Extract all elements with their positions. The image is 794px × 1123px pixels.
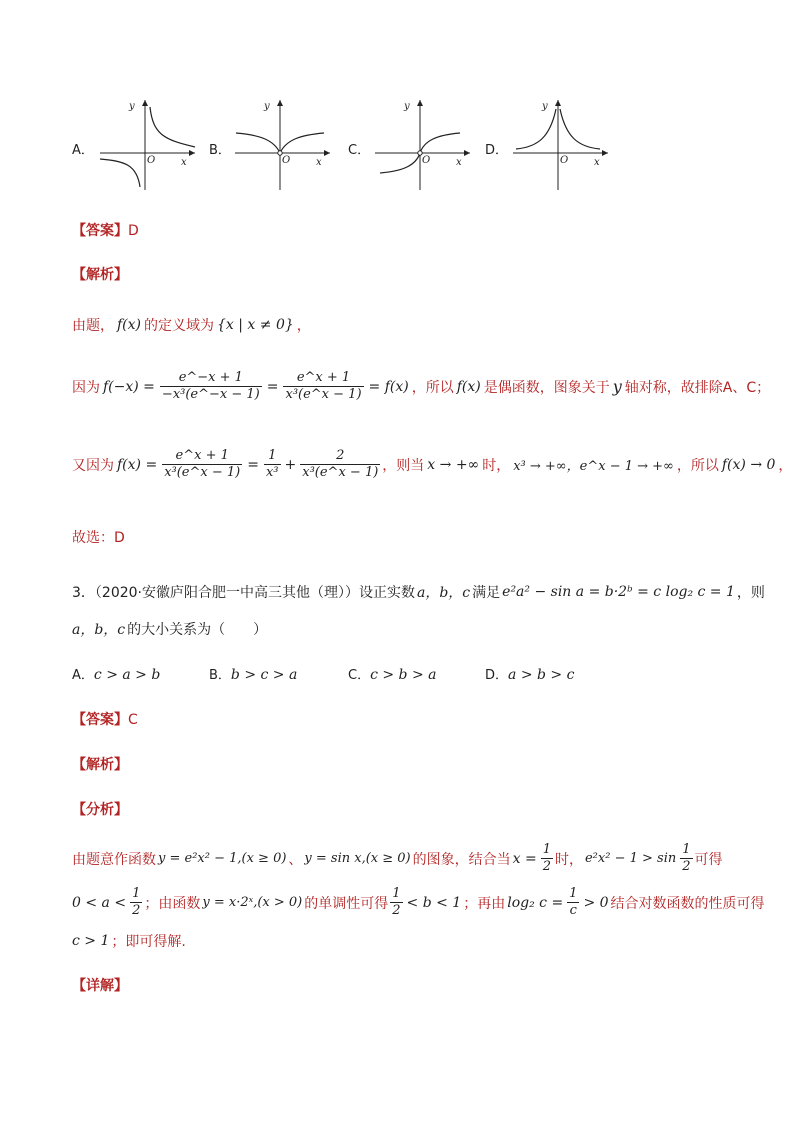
q2-l3-d: x → +∞ (427, 456, 480, 473)
q2-l3-e: 时， (482, 457, 511, 474)
graph-option-b-label: B． (209, 143, 231, 158)
q2-l1-c: 的定义域为 (144, 318, 215, 334)
q3-answer-line (72, 709, 138, 729)
q3-p2-i: 结合对数函数的性质可得 (610, 895, 765, 912)
q3-p2-frac2: $\frac{1}{2}$ (392, 886, 401, 918)
q2-l2-frac2: $\frac{e\^{}x + 1}{\text{x³(e\textasciicircum{}x − 1)}}$ (285, 370, 362, 402)
q3-p2-a: 0 < a < (72, 894, 127, 911)
q2-l1-d: {x | x ≠ 0} (217, 317, 294, 333)
q3-p1-d: y = sin x,(x ≥ 0) (304, 851, 411, 866)
graph-d-origin: O (560, 155, 569, 166)
q3-p1-b: y = e²x² − 1,(x ≥ 0) (158, 851, 287, 866)
q3-p2-h: > 0 (583, 894, 609, 911)
graph-c-x-label: x (456, 157, 462, 168)
q2-l2-g: y (612, 377, 622, 396)
q3-p2-g: log₂ c = (507, 894, 564, 911)
q3-stem-c: 满足 (472, 585, 501, 601)
graph-option-d-label: D． (485, 143, 509, 158)
q3-p1-e: 的图象，结合当 (412, 851, 511, 868)
q3-fenxi-tag: 【分析】 (72, 802, 128, 818)
q2-l3-f: x³ → +∞，e^x − 1 → +∞ (513, 459, 674, 474)
q3-p2-b: ；由函数 (144, 895, 201, 912)
q3-stem2-b: 的大小关系为（ ） (127, 622, 268, 638)
q3-analysis-tag: 【解析】 (72, 757, 128, 773)
graph-d (508, 95, 613, 195)
q3-stem-d: e²a² − sin a = b·2ᵇ = c log₂ c = 1 (502, 584, 735, 600)
graph-a (95, 95, 200, 195)
q3-stem2-a: a，b，c (72, 622, 126, 638)
q3-answer-tag: 【答案】 (72, 712, 128, 728)
q3-p3-b: ；即可得解. (111, 934, 186, 950)
q2-l2-frac1: $\frac{e\^{}-x + 1}{\text{−x³(e\textasciicircum{}−x − 1)}}$ (161, 370, 260, 402)
q2-choose: 故选：D (72, 530, 125, 546)
graph-b-x-label: x (316, 157, 322, 168)
q2-domain-line (72, 315, 311, 335)
q2-l3-c: ，则当 (382, 457, 425, 474)
graph-a-x-label: x (181, 157, 187, 168)
graph-b-y-label: y (264, 101, 270, 112)
q2-l3-plus: + (284, 456, 297, 473)
q2-l3-frac1: $\frac{e\^{}x + 1}{\text{x³(e\textasciicircum{}x − 1)}}$ (164, 448, 241, 480)
q2-l3-eq: = (247, 456, 259, 473)
q2-l2-a: 因为 (72, 379, 100, 396)
graph-b (230, 95, 335, 195)
q2-limit-line (72, 448, 792, 481)
q2-l2-h: 轴对称，故排除A、C； (624, 379, 771, 396)
q3-p2-f: ；再由 (463, 895, 506, 912)
graph-c-origin: O (422, 155, 431, 166)
q2-l3-frac3: $\frac{2}{\text{x³(e\textasciicircum{}x − 1)}}$ (302, 448, 379, 480)
q2-l1-b: f(x) (117, 317, 142, 333)
q2-answer-value: D (128, 223, 139, 239)
q2-l3-a: 又因为 (72, 457, 114, 474)
q2-l2-c: = f(x) (368, 378, 409, 395)
q3-stem-a: 3．（2020·安徽庐阳合肥一中高三其他（理））设正实数 (72, 585, 415, 601)
q3-p2-frac: $\frac{1}{2}$ (132, 886, 141, 918)
graph-c-y-label: y (404, 101, 410, 112)
q3-p1-i: 可得 (694, 851, 723, 868)
q3-p2-frac3: $\frac{1}{c}$ (569, 886, 578, 918)
q2-answer-tag: 【答案】 (72, 223, 128, 239)
graph-c (370, 95, 475, 195)
q3-analysis-line1 (72, 842, 723, 875)
q3-p1-c: 、 (288, 851, 303, 868)
graph-option-c-label: C． (348, 143, 371, 158)
q3-stem-b: a，b，c (417, 585, 471, 601)
q2-l3-g: ，所以 (676, 457, 719, 474)
q3-stem-e: ，则 (736, 585, 765, 601)
q2-even-line (72, 370, 770, 403)
graph-d-x-label: x (594, 157, 600, 168)
graph-d-y-label: y (542, 101, 548, 112)
q2-l1-a: 由题， (72, 318, 114, 334)
q2-l2-d: ，所以 (411, 379, 454, 396)
graph-b-origin: O (282, 155, 291, 166)
q2-l3-frac2: $\frac{1}{\text{x³}}$ (265, 448, 279, 480)
q3-answer-value: C (128, 712, 138, 728)
q3-p1-h: e²x² − 1 > sin (584, 851, 677, 866)
q3-option-c[interactable]: C．c > b > a (348, 667, 437, 683)
q3-p2-d: 的单调性可得 (304, 895, 389, 912)
q3-p1-a: 由题意作函数 (72, 851, 156, 868)
q3-detail-tag: 【详解】 (72, 978, 128, 994)
q3-p1-frac: $\frac{1}{2}$ (542, 842, 551, 874)
q2-l2-eq: = (266, 378, 279, 395)
q3-option-a[interactable]: A．c > a > b (72, 667, 161, 683)
graph-a-origin: O (147, 155, 156, 166)
q3-p2-c: y = x·2ˣ,(x > 0) (202, 895, 303, 910)
q3-stem-line1 (72, 582, 765, 602)
q3-p2-e: < b < 1 (406, 894, 462, 911)
q2-answer-line (72, 220, 139, 240)
q2-l3-b: f(x) = (117, 456, 158, 473)
q3-p1-g: 时， (554, 851, 583, 868)
q3-option-b[interactable]: B．b > c > a (209, 667, 298, 683)
q2-l3-i: ， (778, 457, 793, 474)
q3-stem-line2 (72, 619, 267, 639)
q3-p1-frac2: $\frac{1}{2}$ (682, 842, 691, 874)
graph-option-a-label: A． (72, 143, 94, 158)
q3-analysis-line2 (72, 886, 765, 919)
q2-l3-h: f(x) → 0 (721, 456, 776, 473)
q3-analysis-line3 (72, 931, 186, 951)
q3-p1-f: x = (512, 850, 537, 867)
q2-l2-b: f(−x) = (103, 378, 155, 395)
q2-analysis-tag: 【解析】 (72, 267, 128, 283)
graph-a-y-label: y (129, 101, 135, 112)
q3-option-d[interactable]: D．a > b > c (485, 667, 575, 683)
q2-l2-f: 是偶函数，图象关于 (483, 379, 610, 396)
q3-p3-a: c > 1 (72, 933, 110, 949)
q2-l2-e: f(x) (456, 378, 481, 395)
q2-l1-e: ， (296, 318, 311, 334)
